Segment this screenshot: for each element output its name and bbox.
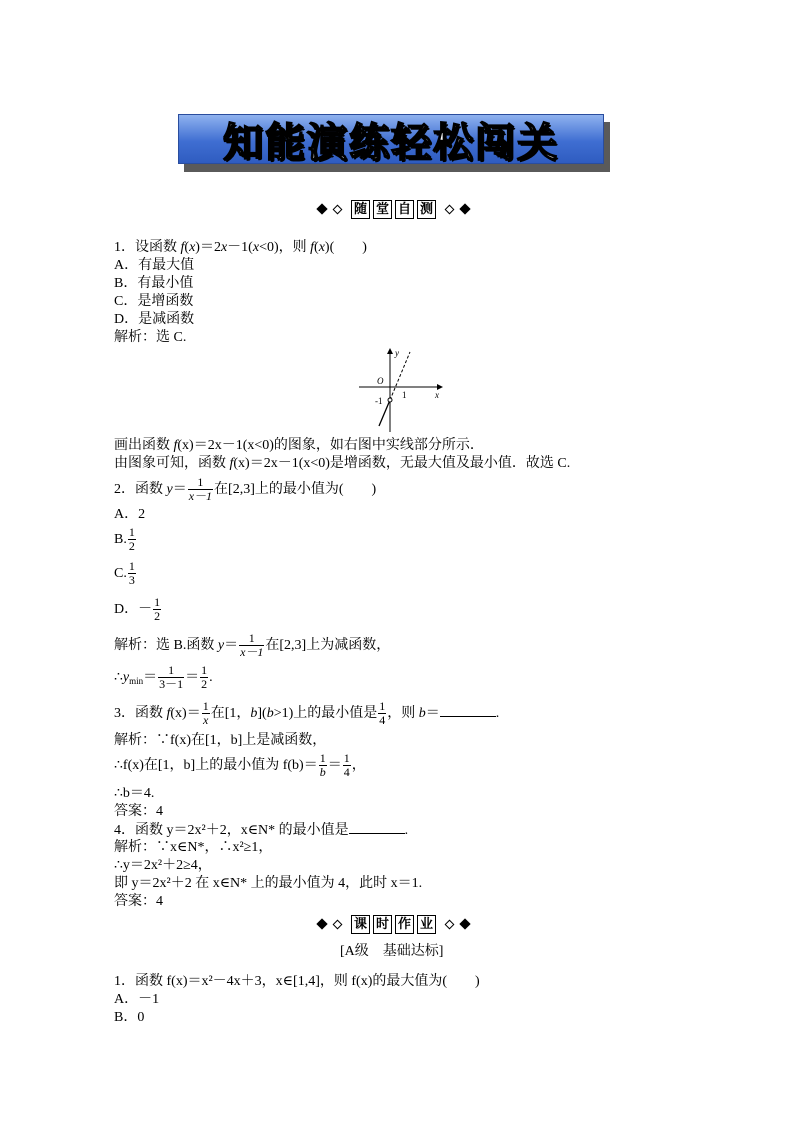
q3-solution-3: ∴b＝4. bbox=[114, 786, 155, 801]
banner bbox=[178, 114, 604, 164]
origin-label: O bbox=[377, 376, 384, 386]
q4-stem: 4．函数 y＝2x²＋2，x∈N* 的最小值是 . bbox=[114, 823, 409, 838]
hw1-option-b: B．0 bbox=[114, 1010, 145, 1025]
q4-solution-2: ∴y＝2x²＋2≥4， bbox=[114, 858, 212, 873]
q1-explain-1: 画出函数 f(x)＝2x－1(x<0)的图象，如右图中实线部分所示． bbox=[114, 438, 484, 453]
hw1-stem: 1．函数 f(x)＝x²－4x＋3，x∈[1,4]，则 f(x)的最大值为( ) bbox=[114, 974, 480, 989]
diamond-small-icon bbox=[445, 204, 455, 214]
q4-answer: 答案：4 bbox=[114, 894, 163, 909]
q2-option-b: B. $\frac{1}{2}$ bbox=[114, 525, 135, 554]
section-char: 课 bbox=[351, 915, 370, 934]
q1-answer: 解析：选 C. bbox=[114, 330, 187, 345]
fraction: $\frac{1}{x}$ bbox=[202, 699, 209, 728]
q3-solution-2: ∴f(x)在[1，b]上的最小值为 f(b)＝ $\frac{1}{b}$ ＝ $\frac{1}{4}$ ， bbox=[114, 751, 366, 780]
answer-blank[interactable] bbox=[349, 821, 405, 834]
q4-solution-1: 解析：∵x∈N*，∴x²≥1， bbox=[114, 840, 273, 855]
diamond-small-icon bbox=[333, 204, 343, 214]
fraction: $\frac{1}{b}$ bbox=[319, 751, 326, 780]
section-char: 堂 bbox=[373, 200, 392, 219]
y-axis-arrow-icon bbox=[387, 348, 393, 354]
fraction: $\frac{1}{2}$ bbox=[154, 595, 161, 624]
q3-solution-1: 解析：∵f(x)在[1，b]上是减函数， bbox=[114, 733, 327, 748]
q1-option-c: C．是增函数 bbox=[114, 294, 194, 309]
function-graph bbox=[355, 346, 445, 434]
fraction: $\frac{1}{4}$ bbox=[343, 751, 350, 780]
section-title bbox=[351, 200, 436, 219]
fraction: $\frac{1}{x-1}$ bbox=[240, 631, 264, 660]
q3-stem: 3．函数 f(x)＝ $\frac{1}{x}$ 在[1，b](b>1)上的最小值是 $\frac{1}{4}$ ，则 b＝ . bbox=[114, 699, 500, 728]
q1-option-a: A．有最大值 bbox=[114, 258, 195, 273]
q4-solution-3: 即 y＝2x²＋2 在 x∈N* 上的最小值为 4，此时 x＝1. bbox=[114, 876, 423, 891]
diamond-small-icon bbox=[333, 919, 343, 929]
q1-option-d: D．是减函数 bbox=[114, 312, 195, 327]
fraction: $\frac{1}{2}$ bbox=[128, 525, 135, 554]
diamond-icon bbox=[316, 203, 327, 214]
hw1-option-a: A．－1 bbox=[114, 992, 160, 1007]
open-point bbox=[388, 398, 392, 402]
section-char: 自 bbox=[395, 200, 414, 219]
section-header-practice bbox=[314, 198, 473, 220]
q1-option-b: B．有最小值 bbox=[114, 276, 194, 291]
diamond-icon bbox=[459, 918, 470, 929]
diamond-icon bbox=[316, 918, 327, 929]
q2-stem: 2．函数 y＝ $\frac{1}{x-1}$ 在[2,3]上的最小值为( ) bbox=[114, 475, 377, 504]
q2-option-a: A．2 bbox=[114, 507, 146, 522]
q2-option-d: D．－ $\frac{1}{2}$ bbox=[114, 595, 161, 624]
fraction: $\frac{1}{x-1}$ bbox=[188, 475, 213, 504]
diamond-small-icon bbox=[445, 919, 455, 929]
fraction: $\frac{1}{4}$ bbox=[379, 699, 386, 728]
section-char: 随 bbox=[351, 200, 370, 219]
level-label: [A级 基础达标] bbox=[340, 944, 444, 959]
diamond-icon bbox=[459, 203, 470, 214]
section-header-homework bbox=[314, 913, 473, 935]
section-char: 作 bbox=[395, 915, 414, 934]
dashed-line bbox=[390, 352, 410, 400]
tick-y-label: -1 bbox=[375, 396, 383, 406]
q2-solution-2: $\therefore y_{min}=$ $\frac{1}{3-1}$ ＝ $\frac{1}{2}$ . bbox=[114, 663, 213, 692]
fraction: $\frac{1}{3-1}$ bbox=[159, 663, 184, 692]
q1-explain-2: 由图象可知，函数 f(x)＝2x－1(x<0)是增函数，无最大值及最小值．故选 C. bbox=[114, 456, 571, 471]
q2-option-c: C. $\frac{1}{3}$ bbox=[114, 559, 135, 588]
q3-answer: 答案：4 bbox=[114, 804, 163, 819]
banner-title: 知能演练轻松闯关 bbox=[223, 119, 559, 166]
x-label: x bbox=[435, 390, 439, 400]
section-char: 业 bbox=[417, 915, 436, 934]
fraction: $\frac{1}{3}$ bbox=[128, 559, 135, 588]
q1-stem: 1．设函数 f(x)＝2x－1(x<0)，则 f(x)( ) bbox=[114, 240, 367, 255]
fraction: $\frac{1}{2}$ bbox=[201, 663, 208, 692]
section-char: 时 bbox=[373, 915, 392, 934]
section-char: 测 bbox=[417, 200, 436, 219]
section-title bbox=[351, 915, 436, 934]
tick-x-label: 1 bbox=[402, 390, 407, 400]
q2-solution-1: 解析：选 B.函数 y＝ $\frac{1}{x-1}$ 在[2,3]上为减函数， bbox=[114, 631, 391, 660]
y-label: y bbox=[395, 348, 399, 358]
answer-blank[interactable] bbox=[440, 704, 496, 717]
